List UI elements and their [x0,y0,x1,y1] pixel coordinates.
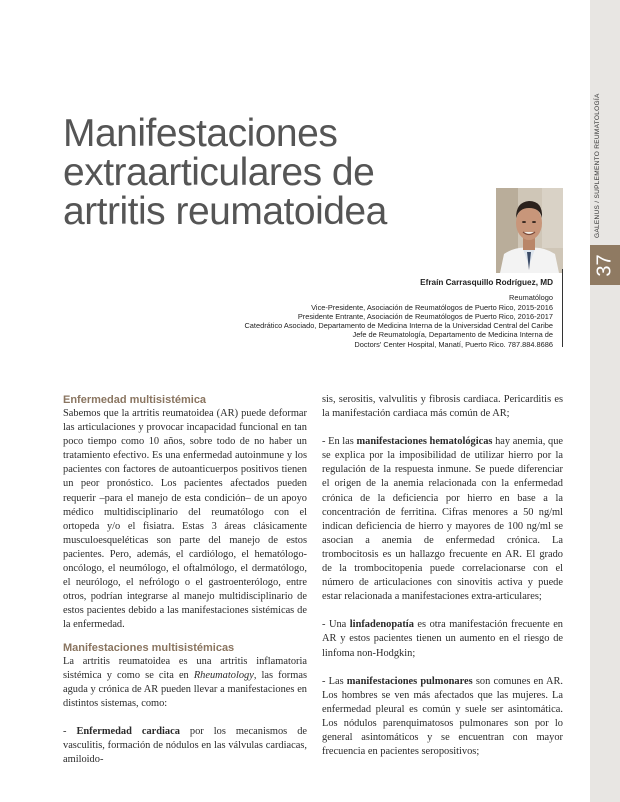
paragraph: Sabemos que la artritis reumatoidea (AR) puede deformar las articulaciones y provocar incapacidad funcional en tan poco tiempo como 10 años, sobre todo de no haber un tratamiento efectivo. Es una enfermedad autoinmune y los pacientes con factores de autoanticuerpos positivos tienen un peor pronóstico. Los pacientes afectados pueden requerir –para el manejo de esta condición– de un apoyo médico multidisciplinario del reumatólogo con el ortopeda y/o el fisiatra. Estas 3 áreas clásicamente musculoesqueléticas son parte del manejo de estos pacientes. Pero, además, el cardiólogo, el hematólogo-oncólogo, el neumólogo, el oftalmólogo, el dermatólogo, el neurólogo, el nefrólogo o el gastroenterólogo, entre otros, podrían integrarse al manejo multidisciplinario de estos pacientes debido a las manifestaciones sistémicas de la enfermedad. [63,408,307,631]
title-line: Manifestaciones [63,112,338,155]
author-line: Vice-Presidente, Asociación de Reumatólogos de Puerto Rico, 2015-2016 [311,302,553,312]
author-line: Doctors' Center Hospital, Manatí, Puerto Rico. 787.884.8686 [354,339,553,349]
author-line: Presidente Entrante, Asociación de Reumatólogos de Puerto Rico, 2016-2017 [297,311,553,321]
right-column [322,393,563,759]
title-line: artritis reumatoidea [63,190,387,233]
paragraph: - Enfermedad cardiaca por los mecanismos de vasculitis, formación de nódulos en las válvulas cardiacas, amiloido- [63,725,307,766]
paragraph: La artritis reumatoidea es una artritis inflamatoria sistémica y como se cita en Rheumatology, las formas aguda y crónica de AR pueden llevar a manifestaciones en distintos sistemas, como: [63,655,307,709]
section-heading: Manifestaciones multisistémicas [63,641,235,654]
journal-label: GALENUS / SUPLEMENTO REUMATOLOGÍA [594,93,601,238]
page-number-text: 37 [593,253,616,277]
title-line: extraarticulares de [63,151,375,194]
article-title [63,114,463,231]
paragraph: - Las manifestaciones pulmonares son comunes en AR. Los hombres se ven más afectados que las mujeres. La enfermedad pleural es común y suele ser asintomática. Los nódulos parenquimatosos pulmonares son por lo general asintomáticos y se encuentran con mayor frecuencia en pacientes seropositivos; [322,675,563,758]
paragraph: - Una linfadenopatía es otra manifestación frecuente en AR y estos pacientes tienen un aumento en el riesgo de linfoma non-Hodgkin; [322,619,563,659]
author-photo [496,188,563,273]
author-portrait [496,188,563,273]
author-name: Efraín Carrasquillo Rodríguez, MD [420,278,553,287]
author-block [180,278,553,349]
left-column [63,393,307,767]
page-number [590,245,620,285]
author-divider [562,269,563,347]
paragraph: - En las manifestaciones hematológicas hay anemia, que se explica por la imposibilidad de utilizar hierro por la regulación de la respuesta inmune. Se puede diferenciar el origen de la anemia relacionada con la enfermedad crónica de la deficiencia por hierro en base a la concentración de ferritina. Cifras menores a 50 ng/ml indican deficiencia de hierro y mayores de 100 ng/ml se asocian a anemia de enfermedad crónica. La trombocitosis es un hallazgo frecuente en AR. El grado de la trombocitopenia puede correlacionarse con el número de articulaciones con sinovitis activa y puede estar relacionada a manifestaciones extra-articulares; [322,436,563,603]
sidebar-band-lower [590,285,620,802]
paragraph: sis, serositis, valvulitis y fibrosis cardiaca. Pericarditis es la manifestación cardiaca más común de AR; [322,394,563,420]
author-line: Jefe de Reumatología, Departamento de Medicina Interna de [352,330,553,340]
author-line: Catedrático Asociado, Departamento de Medicina Interna de la Universidad Central del Caribe [244,321,553,331]
author-line: Reumatólogo [509,293,553,303]
section-heading: Enfermedad multisistémica [63,394,207,406]
